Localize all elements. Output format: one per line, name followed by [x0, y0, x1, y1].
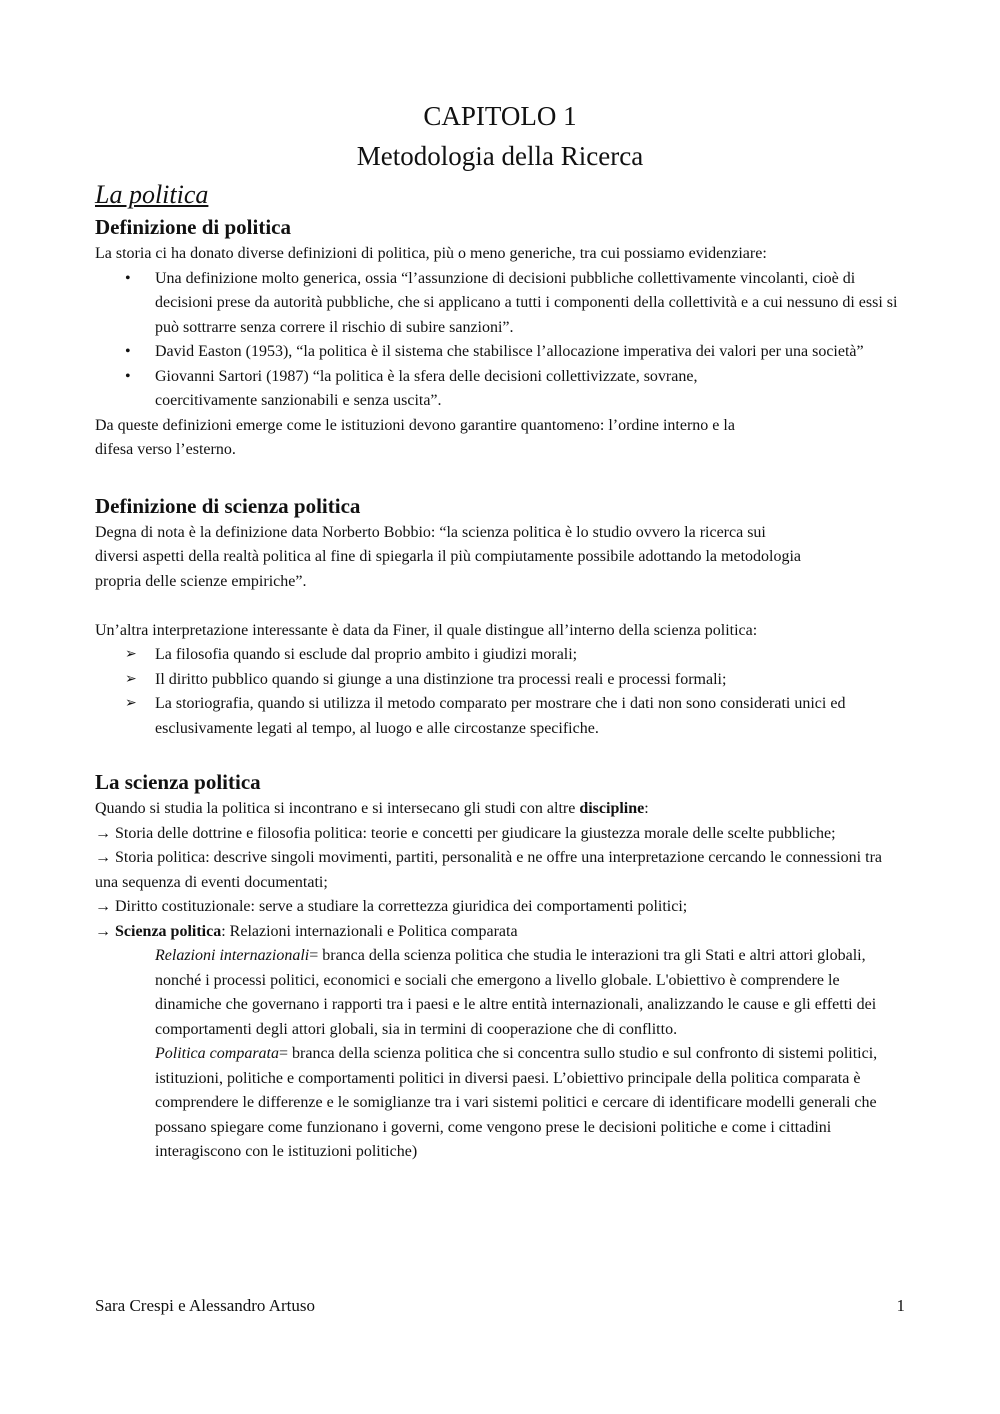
arrowhead-icon: ➢: [125, 671, 137, 687]
paragraph-relazioni-internazionali: Relazioni internazionali= branca della scienza politica che studia le interazioni tra gli Stati e altri attori globali, nonché i processi politici, economici e sociali che emergono a livello globale. L'obiettivo è comprendere le dinamiche che governano i rapporti tra i paesi e le altre entità internazionali, analizzando le cause e gli effetti dei comportamenti degli attori globali, sia in termini di cooperazione che di conflitto.: [155, 947, 877, 1038]
right-arrow-icon: →: [95, 898, 111, 915]
discipline-item: → Storia politica: descrive singoli movimenti, partiti, personalità e ne offre una interpretazione cercando le connessioni tra una sequenza di eventi documentati;: [95, 849, 882, 891]
paragraph-politica-comparata: Politica comparata= branca della scienza politica che si concentra sullo studio e sul confronto di sistemi politici, istituzioni, politiche e comportamenti politici in diversi paesi. L’obiettivo principale della politica comparata è comprendere le differenze e le somiglianze tra i vari sistemi politici e cercare di identificare modelli generali che possano spiegare come funzionano i governi, come vengono prese le decisioni politiche e come i cittadini interagiscono con le istituzioni politiche): [155, 1045, 878, 1160]
heading-scienza-politica: La scienza politica: [95, 770, 261, 794]
list-item: • Giovanni Sartori (1987) “la politica è la sfera delle decisioni collettivizzate, sovrane, coercitivamente sanzionabili e senza uscita”.: [95, 365, 905, 414]
bullet-icon: •: [125, 343, 131, 360]
paragraph-bobbio: Degna di nota è la definizione data Norberto Bobbio: “la scienza politica è lo studio ovvero la ricerca sui diversi aspetti della realtà politica al fine di spiegarla il più compiutamente possibile adottando la metodologia propria delle scienze empiriche”.: [95, 523, 802, 590]
list-item: • David Easton (1953), “la politica è il sistema che stabilisce l’allocazione imperativa dei valori per una società”: [95, 340, 905, 365]
bullet-icon: •: [125, 269, 131, 287]
list-item: ➢ La storiografia, quando si utilizza il metodo comparato per mostrare che i dati non sono considerati unici ed esclusivamente legati al tempo, al luogo e alle circostanze specifiche.: [95, 692, 905, 741]
list-item: ➢ La filosofia quando si esclude dal proprio ambito i giudizi morali;: [95, 643, 905, 668]
chapter-title: Metodologia della Ricerca: [356, 141, 644, 171]
bullet-list-definizioni: [95, 267, 905, 414]
heading-definizione-scienza: Definizione di scienza politica: [95, 493, 361, 518]
list-item: ➢ Il diritto pubblico quando si giunge a una distinzione tra processi reali e processi formali;: [95, 668, 905, 693]
arrow-list-finer: [95, 643, 905, 741]
discipline-item: → Storia delle dottrine e filosofia politica: teorie e concetti per giudicare la giustezza morale delle scelte pubbliche;: [95, 824, 836, 842]
list-item: • Una definizione molto generica, ossia “l’assunzione di decisioni pubbliche collettivamente vincolanti, cioè di decisioni prese da autorità pubbliche, che si applicano a tutti i componenti della collettività e a cui nessuno di essi si può sottrarre senza correre il rischio di subire sanzioni”.: [95, 267, 905, 341]
right-arrow-icon: →: [95, 824, 111, 842]
chapter-number: CAPITOLO 1: [423, 101, 577, 131]
discipline-item: → Diritto costituzionale: serve a studiare la correttezza giuridica dei comportamenti politici;: [95, 898, 688, 915]
bullet-icon: •: [125, 367, 131, 385]
paragraph-outro-politica: Da queste definizioni emerge come le istituzioni devono garantire quantomeno: l’ordine interno e la difesa verso l’esterno.: [95, 416, 735, 458]
paragraph-discipline: Quando si studia la politica si incontrano e si intersecano gli studi con altre discipline:: [95, 800, 649, 817]
arrowhead-icon: ➢: [125, 647, 137, 662]
right-arrow-icon: →: [95, 922, 111, 940]
heading-definizione-politica: Definizione di politica: [95, 215, 291, 239]
footer-author: Sara Crespi e Alessandro Artuso: [95, 1296, 316, 1315]
section-title: La politica: [95, 180, 209, 209]
page-number: 1: [896, 1296, 905, 1315]
right-arrow-icon: →: [95, 849, 111, 866]
document-page: [95, 96, 905, 1165]
paragraph-intro-politica: La storia ci ha donato diverse definizioni di politica, più o meno generiche, tra cui possiamo evidenziare:: [95, 245, 767, 262]
paragraph-finer: Un’altra interpretazione interessante è data da Finer, il quale distingue all’interno della scienza politica:: [95, 621, 758, 639]
discipline-item: → Scienza politica: Relazioni internazionali e Politica comparata: [95, 922, 518, 940]
arrowhead-icon: ➢: [125, 696, 137, 711]
